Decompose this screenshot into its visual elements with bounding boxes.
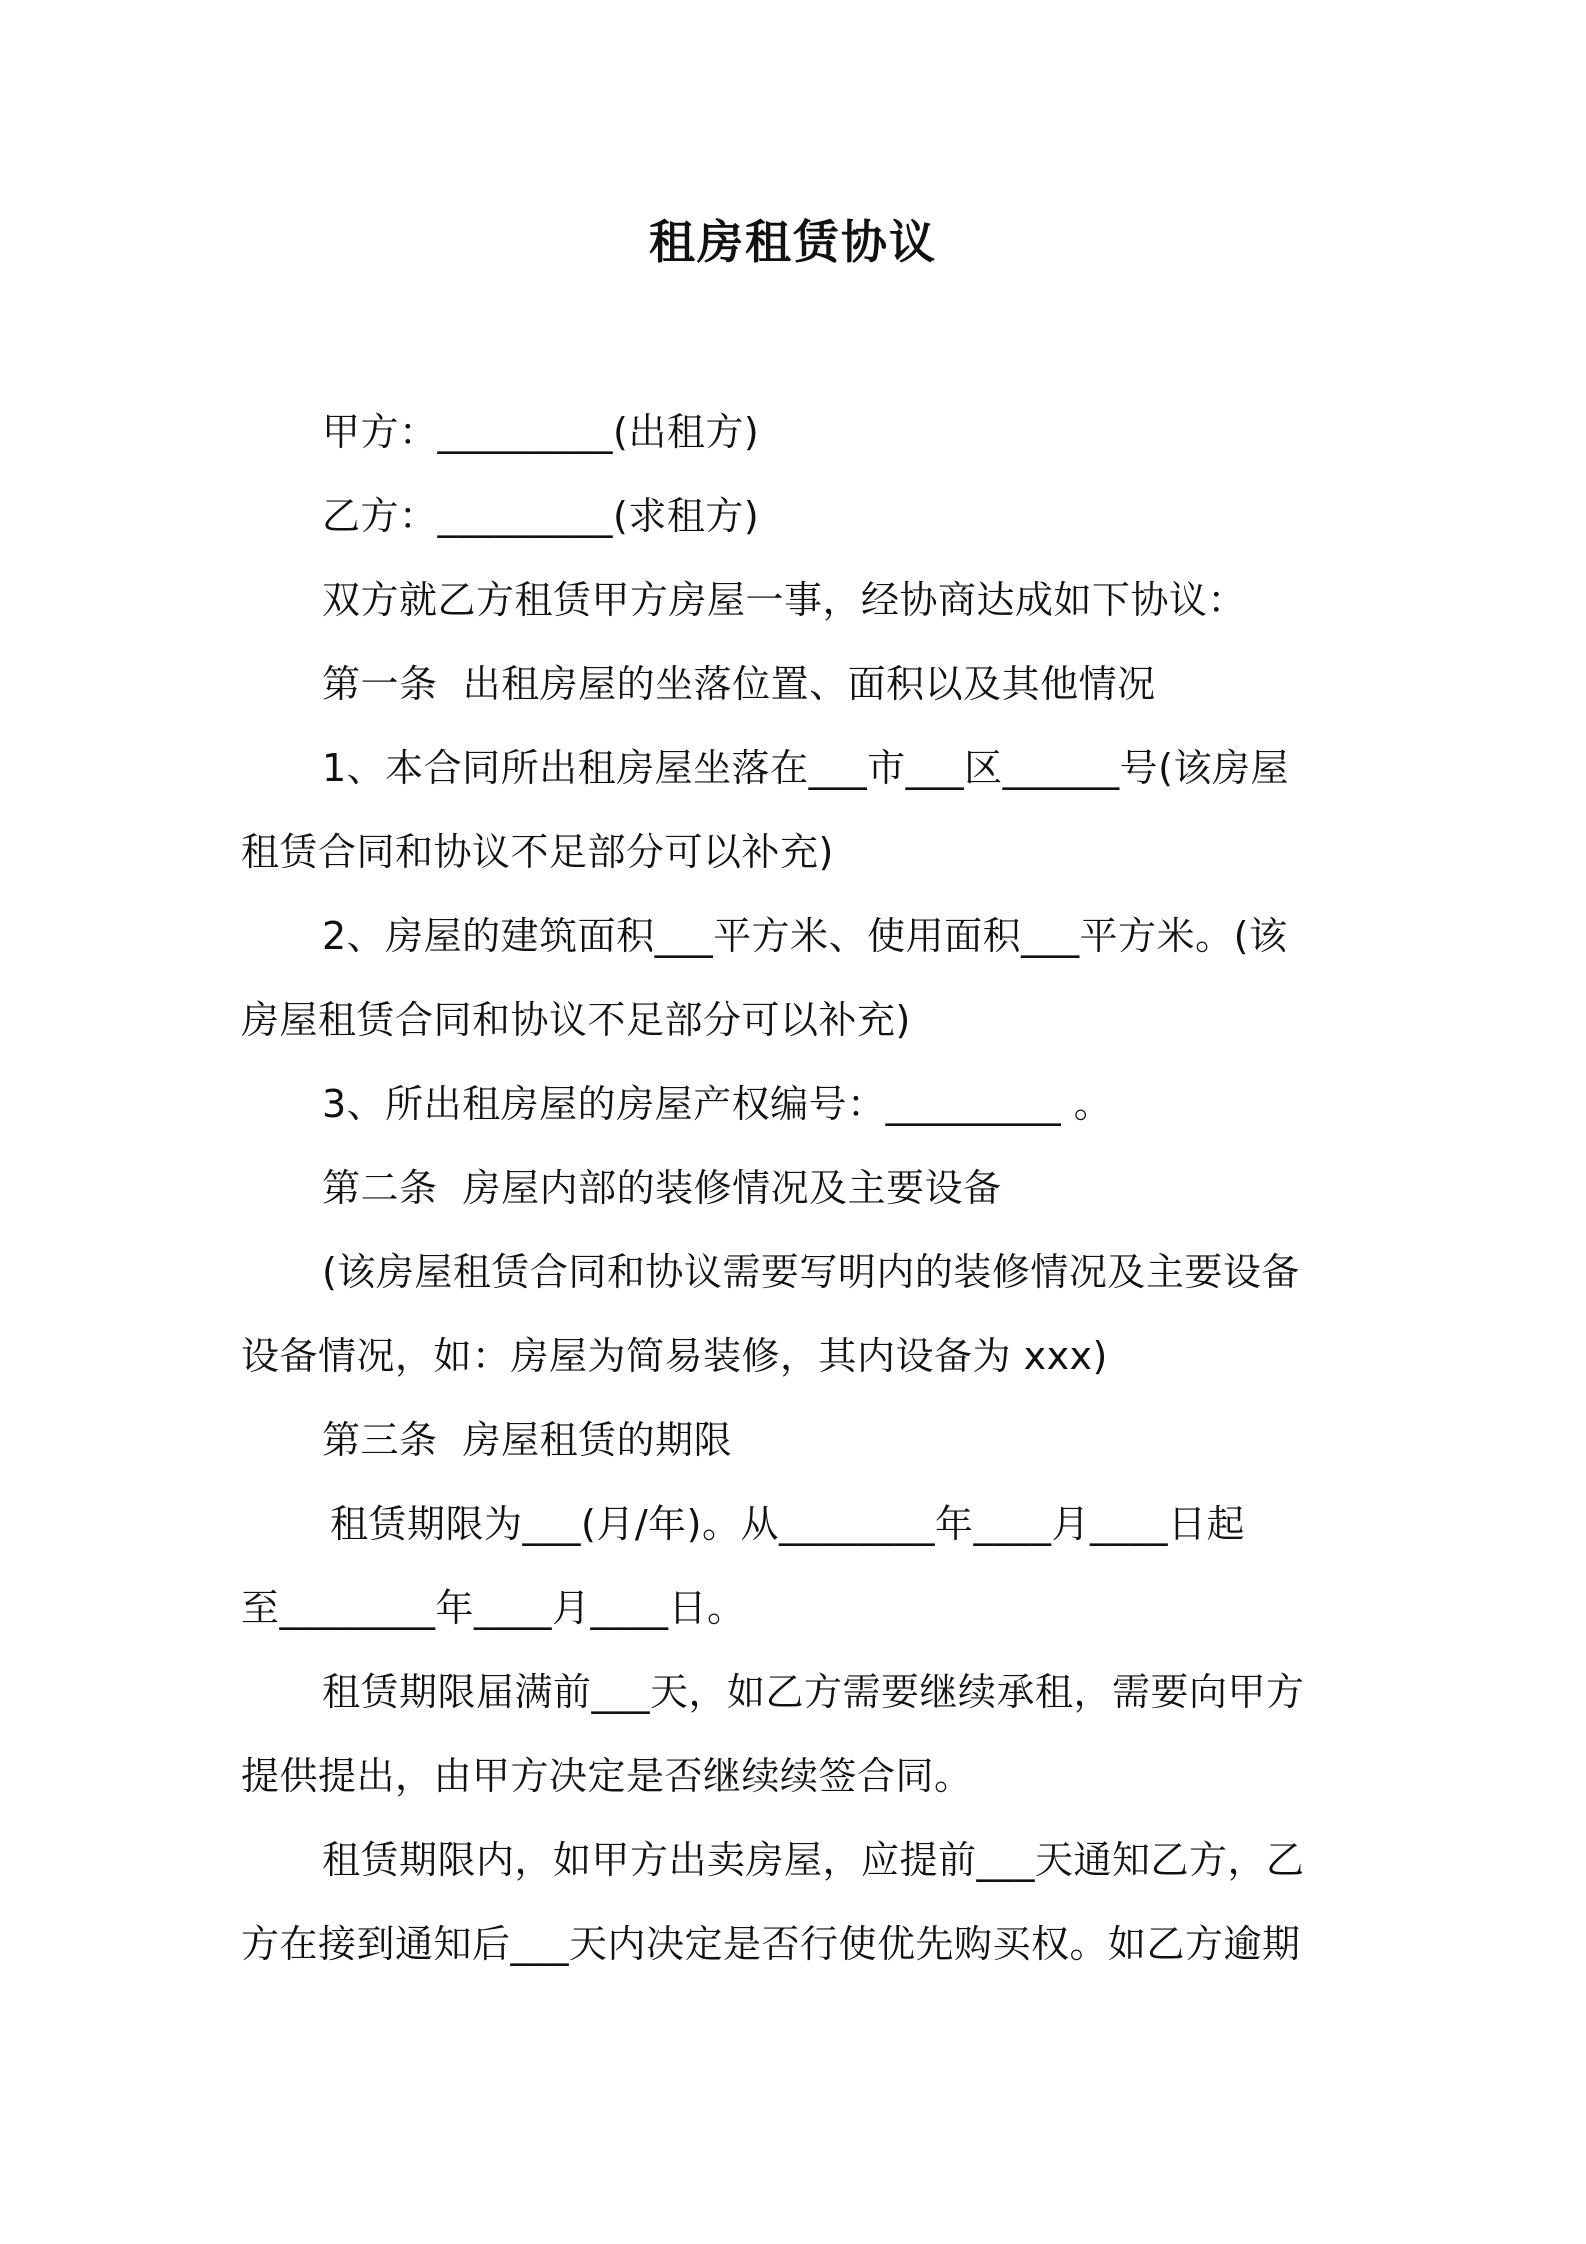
article-2-note-line-2: 设备情况，如：房屋为简易装修，其内设备为 xxx) bbox=[241, 1334, 1108, 1378]
article-1-heading: 第一条 出租房屋的坐落位置、面积以及其他情况 bbox=[322, 662, 1156, 706]
clause-1-2-line-1: 2、房屋的建筑面积___平方米、使用面积___平方米。(该 bbox=[322, 914, 1288, 958]
document-title: 租房租赁协议 bbox=[649, 215, 937, 269]
party-a-line: 甲方：_________(出租方) bbox=[322, 410, 760, 454]
clause-1-3: 3、所出租房屋的房屋产权编号：_________ 。 bbox=[322, 1082, 1113, 1126]
renewal-line-1: 租赁期限届满前___天，如乙方需要继续承租，需要向甲方 bbox=[322, 1670, 1305, 1714]
article-2-heading: 第二条 房屋内部的装修情况及主要设备 bbox=[322, 1166, 1002, 1210]
sale-notice-line-1: 租赁期限内，如甲方出卖房屋，应提前___天通知乙方，乙 bbox=[322, 1838, 1305, 1882]
lease-term-line-1: 租赁期限为___(月/年)。从________年____月____日起 bbox=[330, 1502, 1245, 1546]
clause-1-1-line-2: 租赁合同和协议不足部分可以补充) bbox=[241, 830, 834, 874]
renewal-line-2: 提供提出，由甲方决定是否继续续签合同。 bbox=[241, 1754, 973, 1798]
clause-1-1-line-1: 1、本合同所出租房屋坐落在___市___区______号(该房屋 bbox=[322, 746, 1290, 790]
clause-1-2-line-2: 房屋租赁合同和协议不足部分可以补充) bbox=[241, 998, 911, 1042]
article-3-heading: 第三条 房屋租赁的期限 bbox=[322, 1418, 733, 1462]
lease-term-line-2: 至________年____月____日。 bbox=[241, 1586, 746, 1630]
agreement-intro: 双方就乙方租赁甲方房屋一事，经协商达成如下协议： bbox=[322, 578, 1247, 622]
party-b-line: 乙方：_________(求租方) bbox=[322, 494, 760, 538]
sale-notice-line-2: 方在接到通知后___天内决定是否行使优先购买权。如乙方逾期 bbox=[241, 1922, 1301, 1966]
article-2-note-line-1: (该房屋租赁合同和协议需要写明内的装修情况及主要设备 bbox=[322, 1250, 1300, 1294]
